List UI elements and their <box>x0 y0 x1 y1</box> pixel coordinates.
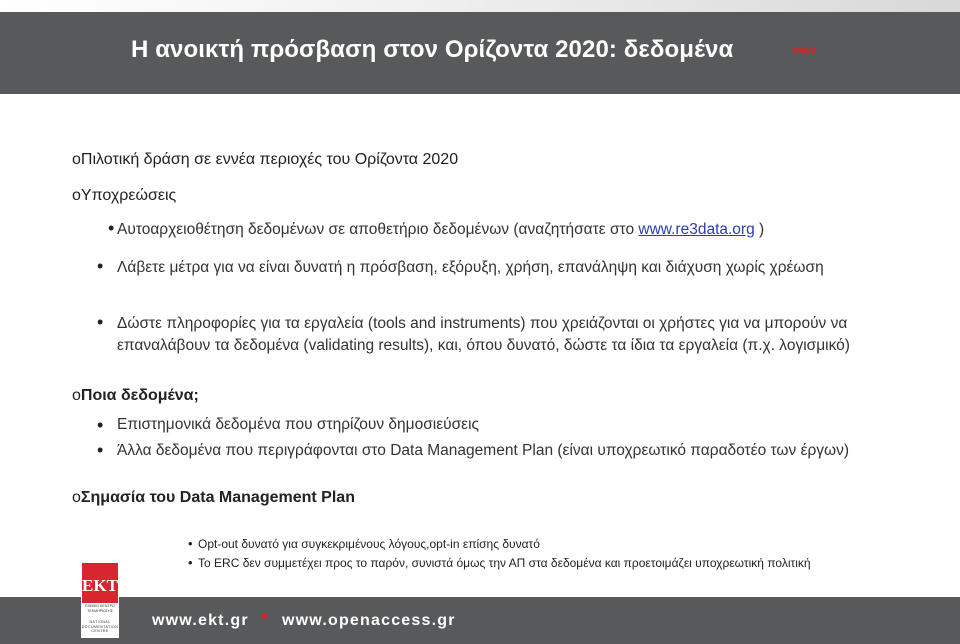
bullet-dot: • <box>108 218 115 238</box>
level1-marker: o <box>72 151 81 168</box>
footer-band <box>0 597 960 644</box>
level1-marker: o <box>72 489 81 506</box>
bullet-dmp-text: Σημασία του Data Management Plan <box>80 489 355 506</box>
selfarchive-tail: ) <box>754 221 765 238</box>
level1-marker: o <box>72 387 81 404</box>
bullet-pilot <box>72 151 458 169</box>
bullet-dot: • <box>97 415 104 435</box>
bullet-dot: • <box>97 312 104 332</box>
level1-marker: o <box>72 187 81 204</box>
bullet-selfarchive <box>117 219 897 241</box>
bullet-tools: Δώστε πληροφορίες για τα εργαλεία (tools and instruments) που χρειάζονται οι χρήστες για να μπορούν να επαναλάβουν τα δεδομένα (validating results), και, όπου δυνατό, δώστε τα ίδια τα εργαλεία (π.χ. λογισμικό) <box>117 315 850 354</box>
bullet-which-data-text: Ποια δεδομένα; <box>80 387 199 404</box>
footer-separator: • <box>261 606 269 628</box>
bullet-dot: • <box>97 440 104 460</box>
footer-link-ekt[interactable]: www.ekt.gr <box>152 612 249 629</box>
bullet-optout: Opt-out δυνατό για συγκεκριμένους λόγους,opt-in επίσης δυνατό <box>198 537 540 551</box>
logo-caption-gr: ΕΘΝΙΚΟ ΚΕΝΤΡΟ ΤΕΚΜΗΡΙΩΣΗΣ <box>85 604 115 613</box>
bullet-erc: Το ERC δεν συμμετέχει προς το παρόν, συνιστά όμως την ΑΠ στα δεδομένα και προετοιμάζει υποχρεωτική πολιτική <box>198 556 811 570</box>
bullet-pilot-text: Πιλοτική δράση σε εννέα περιοχές του Ορίζοντα 2020 <box>80 151 459 168</box>
selfarchive-text: Αυτοαρχειοθέτηση δεδομένων σε αποθετήριο δεδομένων (αναζητήσατε στο <box>117 221 639 238</box>
re3data-link[interactable]: www.re3data.org <box>638 221 755 238</box>
logo-letters: EKT <box>82 576 118 595</box>
bullet-dmp <box>72 489 355 507</box>
bullet-obligations <box>72 187 176 205</box>
bullet-dot: • <box>188 536 193 551</box>
slide-title: Η ανοικτή πρόσβαση στον Ορίζοντα 2020: δεδομένα <box>131 36 734 63</box>
bullet-which-data <box>72 387 199 405</box>
new-badge: new <box>792 43 816 57</box>
bullet-obligations-text: Υποχρεώσεις <box>80 187 177 204</box>
ekt-logo <box>81 562 119 638</box>
footer-link-openaccess[interactable]: www.openaccess.gr <box>282 612 456 629</box>
bullet-dot: • <box>97 256 104 276</box>
logo-caption-en: NATIONAL DOCUMENTATION CENTRE <box>81 620 119 634</box>
bullet-measures: Λάβετε μέτρα για να είναι δυνατή η πρόσβαση, εξόρυξη, χρήση, επανάληψη και διάχυση χωρίς χρέωση <box>117 259 824 276</box>
top-gradient <box>0 0 960 12</box>
bullet-dot: • <box>188 555 193 570</box>
bullet-scientific: Επιστημονικά δεδομένα που στηρίζουν δημοσιεύσεις <box>117 416 479 433</box>
bullet-other-data: Άλλα δεδομένα που περιγράφονται στο Data Management Plan (είναι υποχρεωτικό παραδοτέο των έργων) <box>117 442 850 459</box>
